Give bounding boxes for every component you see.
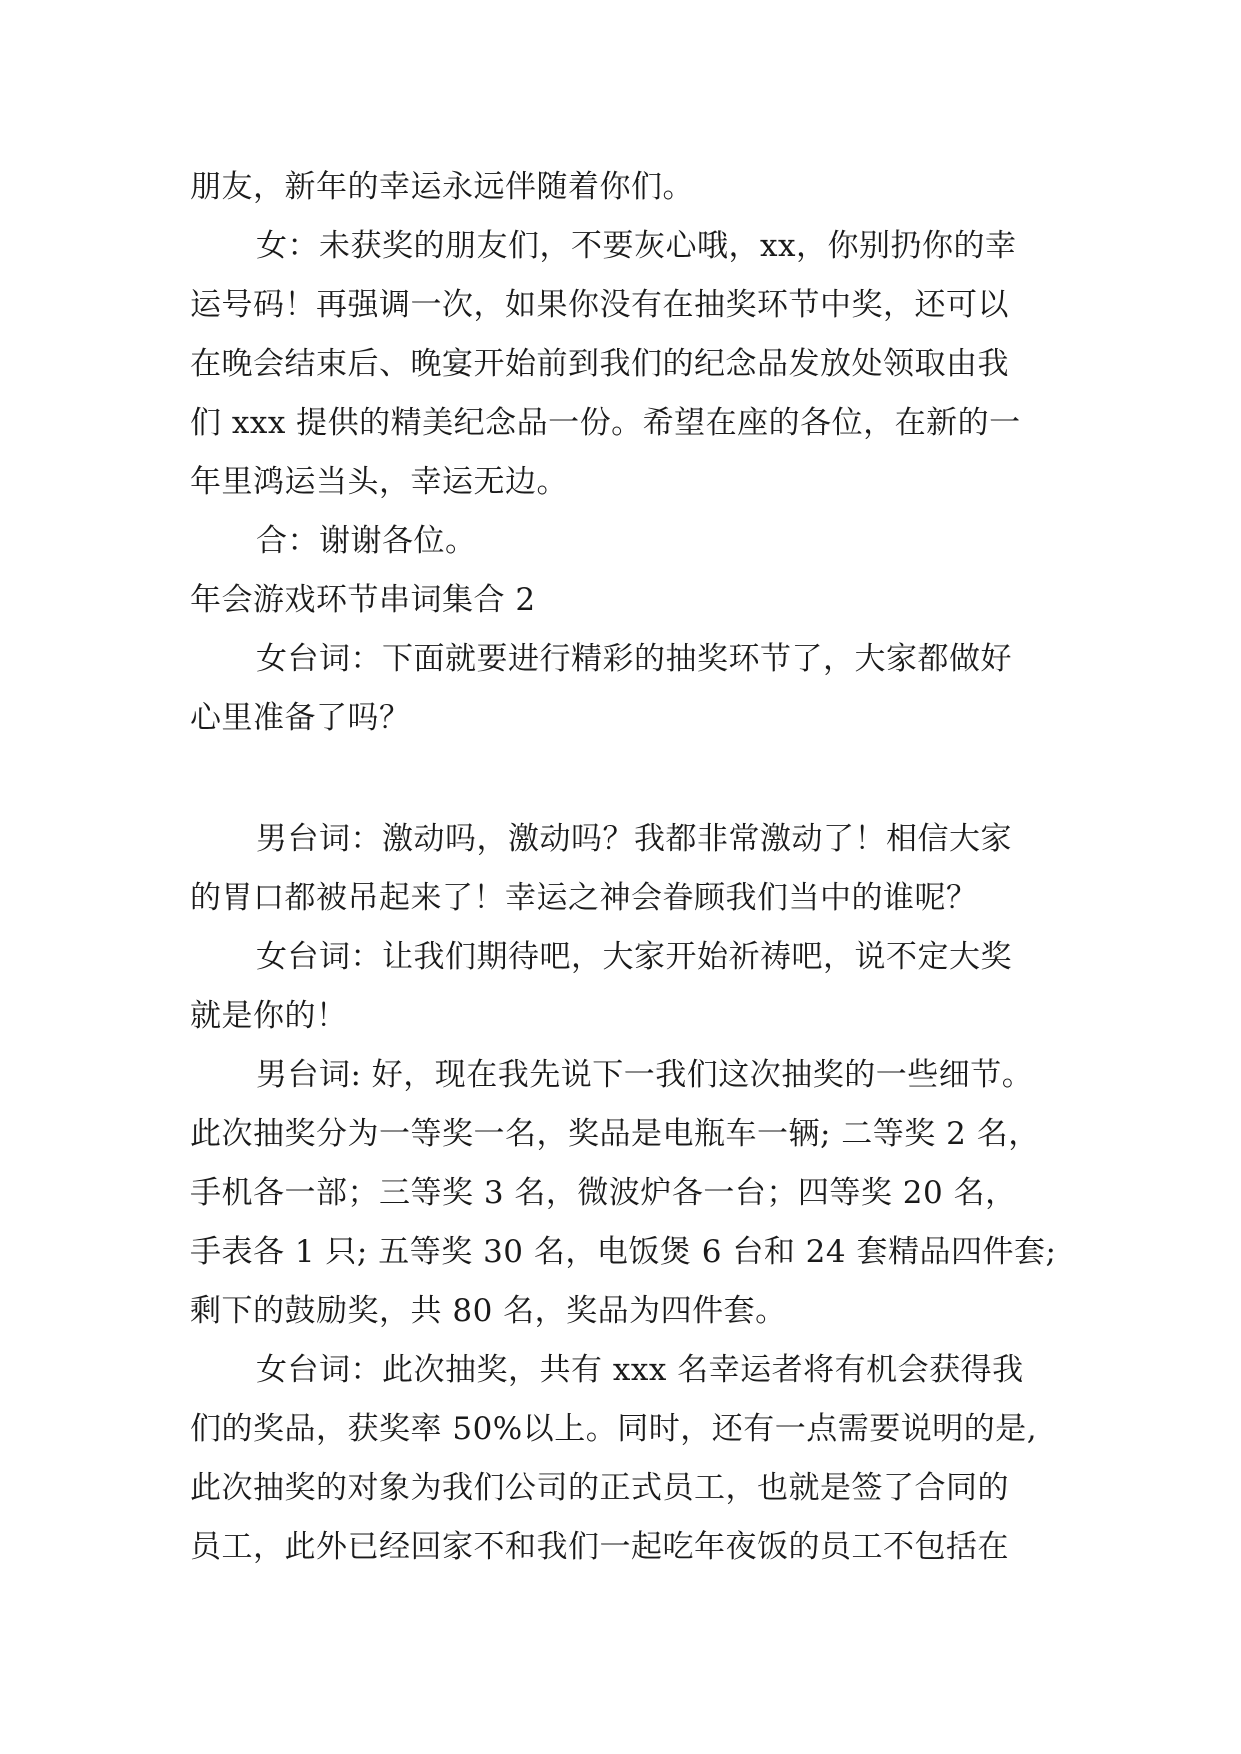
text-line: 女台词：此次抽奖，共有 xxx 名幸运者将有机会获得我 — [256, 1352, 1024, 1388]
text-line: 手机各一部；三等奖 3 名，微波炉各一台；四等奖 20 名， — [190, 1175, 1017, 1211]
text-line: 此次抽奖分为一等奖一名，奖品是电瓶车一辆; 二等奖 2 名， — [190, 1116, 1040, 1152]
heading-text: 年会游戏环节串词集合 2 — [190, 582, 536, 618]
text-line: 朋友，新年的幸运永远伴随着你们。 — [190, 169, 694, 205]
text-line: 女台词：让我们期待吧，大家开始祈祷吧，说不定大奖 — [256, 939, 1012, 975]
paragraph-female-lines-1 — [190, 630, 1060, 748]
text-line: 就是你的！ — [190, 998, 348, 1034]
paragraph-together — [190, 512, 1060, 571]
paragraph-female-lines-2 — [190, 928, 1060, 1046]
text-line: 们 xxx 提供的精美纪念品一份。希望在座的各位，在新的一 — [190, 405, 1021, 441]
text-line: 此次抽奖的对象为我们公司的正式员工，也就是签了合同的 — [190, 1470, 1009, 1506]
text-line: 员工，此外已经回家不和我们一起吃年夜饭的员工不包括在 — [190, 1529, 1009, 1565]
text-line: 运号码！再强调一次，如果你没有在抽奖环节中奖，还可以 — [190, 287, 1009, 323]
text-line: 女：未获奖的朋友们，不要灰心哦，xx，你别扔你的幸 — [256, 228, 1017, 264]
document-body — [190, 158, 1060, 1577]
section-heading — [190, 571, 1060, 630]
text-line: 剩下的鼓励奖，共 80 名，奖品为四件套。 — [190, 1293, 787, 1329]
text-line: 男台词: 好，现在我先说下一我们这次抽奖的一些细节。 — [256, 1057, 1034, 1093]
paragraph-male-lines-1 — [190, 810, 1060, 928]
text-line: 心里准备了吗？ — [190, 700, 411, 736]
text-line: 合：谢谢各位。 — [256, 523, 477, 559]
paragraph-female-lines-3 — [190, 1341, 1060, 1577]
paragraph-female-host-1 — [190, 217, 1060, 512]
text-line: 的胃口都被吊起来了！幸运之神会眷顾我们当中的谁呢？ — [190, 880, 978, 916]
text-line: 年里鸿运当头，幸运无边。 — [190, 464, 568, 500]
paragraph-male-lines-2 — [190, 1046, 1060, 1341]
text-line: 在晚会结束后、晚宴开始前到我们的纪念品发放处领取由我 — [190, 346, 1009, 382]
text-line: 男台词：激动吗，激动吗？我都非常激动了！相信大家 — [256, 821, 1012, 857]
text-line: 手表各 1 只; 五等奖 30 名，电饭煲 6 台和 24 套精品四件套; — [190, 1234, 1057, 1270]
paragraph-closing-line — [190, 158, 1060, 217]
text-line: 女台词：下面就要进行精彩的抽奖环节了，大家都做好 — [256, 641, 1012, 677]
blank-gap — [190, 748, 1060, 810]
text-line: 们的奖品，获奖率 50%以上。同时，还有一点需要说明的是, — [190, 1411, 1038, 1447]
